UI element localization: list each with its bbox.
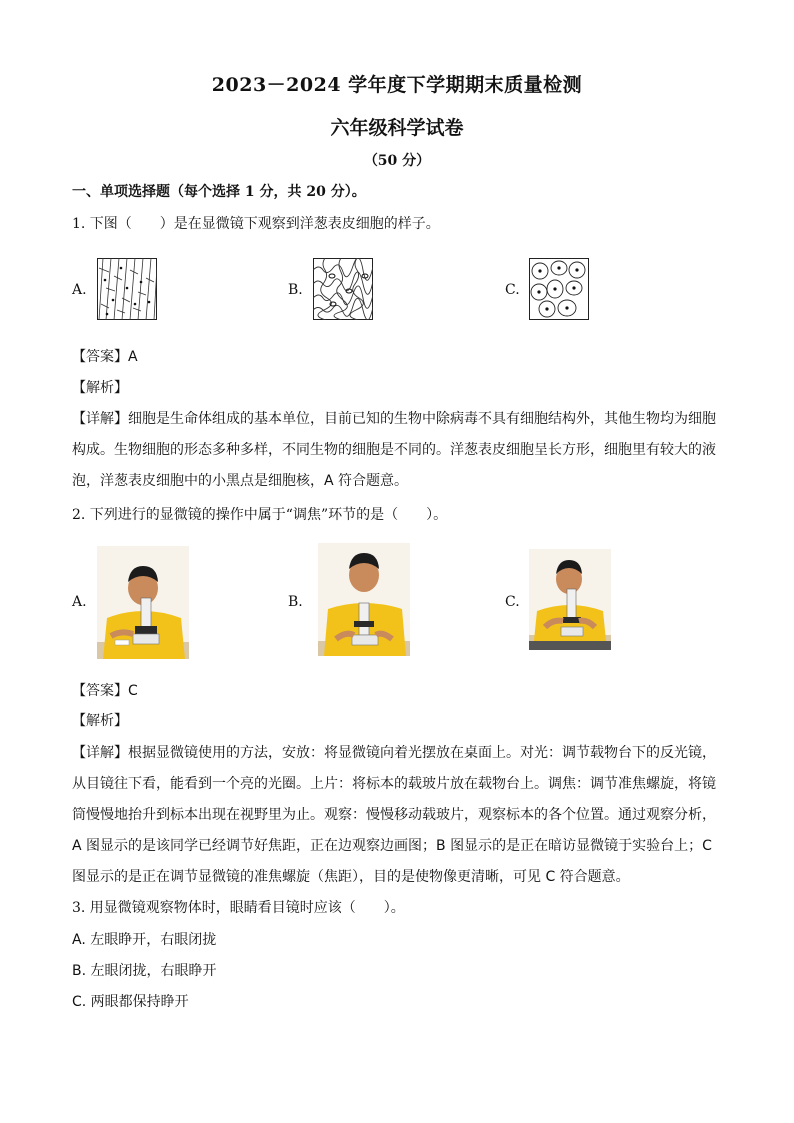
- question-3-stem: 3. 用显微镜观察物体时，眼睛看目镜时应该（ ）。: [72, 900, 405, 916]
- q2-option-c-label: C.: [505, 594, 520, 610]
- question-1-stem: 1. 下图（ ）是在显微镜下观察到洋葱表皮细胞的样子。: [72, 216, 440, 232]
- student-microscope-photo-c: [529, 549, 611, 650]
- exam-title: 2023－2024 学年度下学期期末质量检测: [211, 74, 583, 96]
- section-heading: 一、单项选择题（每个选择 1 分，共 20 分）。: [72, 184, 366, 200]
- q2-option-a-label: A.: [72, 594, 87, 610]
- q1-option-b-label: B.: [288, 282, 303, 298]
- q2-answer: 【答案】C: [72, 683, 138, 699]
- q1-option-a-label: A.: [72, 282, 87, 298]
- student-microscope-photo-a: [97, 546, 189, 659]
- q1-analysis-label: 【解析】: [72, 380, 128, 396]
- leaf-epidermis-diagram: [313, 258, 373, 320]
- q3-option-c: C. 两眼都保持睁开: [72, 994, 189, 1010]
- q3-option-b: B. 左眼闭拢，右眼睁开: [72, 963, 217, 979]
- exam-subtitle: 六年级科学试卷: [330, 117, 464, 139]
- animal-cell-diagram: [529, 258, 589, 320]
- exam-score: （50 分）: [363, 153, 431, 169]
- q3-option-a: A. 左眼睁开，右眼闭拢: [72, 932, 217, 948]
- q2-analysis-label: 【解析】: [72, 713, 128, 729]
- q2-detail: 【详解】根据显微镜使用的方法，安放：将显微镜向着光摆放在桌面上。对光：调节载物台下的反光镜，从目镜往下看，能看到一个亮的光圈。上片：将标本的载玻片放在载物台上。调焦：调节准焦螺旋，将镜筒慢慢地抬升到标本出现在视野里为止。观察：慢慢移动载玻片，观察标本的各个位置。通过观察分析，A 图显示的是该同学已经调节好焦距，正在边观察边画图；B 图显示的是正在暗访显微镜于实验台上；C 图显示的是正在调节显微镜的准焦螺旋（焦距），目的是使物像更清晰，可见 C 符合题意。: [72, 745, 716, 885]
- q1-detail: 【详解】细胞是生命体组成的基本单位，目前已知的生物中除病毒不具有细胞结构外，其他生物均为细胞构成。生物细胞的形态多种多样，不同生物的细胞是不同的。洋葱表皮细胞呈长方形，细胞里有较大的液泡，洋葱表皮细胞中的小黑点是细胞核，A 符合题意。: [72, 411, 716, 489]
- student-microscope-photo-b: [318, 543, 410, 656]
- q1-option-c-label: C.: [505, 282, 520, 298]
- question-2-stem: 2. 下列进行的显微镜的操作中属于“调焦”环节的是（ ）。: [72, 507, 448, 523]
- onion-cell-diagram: [97, 258, 157, 320]
- q1-answer: 【答案】A: [72, 349, 138, 365]
- q2-option-b-label: B.: [288, 594, 303, 610]
